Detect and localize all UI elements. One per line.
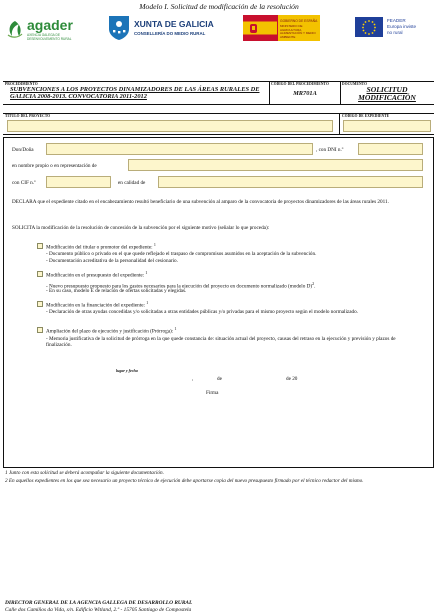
ministerio-line2: MINISTERIO DE AGRICULTURA, ALIMENTACIÓN Y MEDIO AMBIENTE (280, 24, 316, 39)
dni-field[interactable] (358, 143, 423, 155)
solicita-text: SOLICITA la modificación de la resolución de concesión de la subvención por el siguiente motivo (señalar lo que proceda): (12, 225, 270, 231)
xunta-logo (108, 15, 218, 45)
option4-title (46, 326, 177, 335)
place-date-label: lugar y fecha (116, 368, 138, 373)
date-de: de (217, 376, 222, 382)
don-label: Don/Doña (12, 147, 34, 153)
option2-footnote-ref: 1 (145, 270, 148, 275)
option3-title-text: Modificación en la financiación del expediente: (46, 302, 145, 309)
project-title-label: TÍTULO DEL PROYECTO (5, 114, 51, 118)
feader-line1: FEADER (387, 18, 406, 23)
xunta-shield-icon (108, 15, 130, 41)
option3-item1: - Declaración de otras ayudas concedidas y/o solicitadas a otras entidades públicas y/o privadas para el mismo proyecto según el modelo normalizado. (46, 309, 359, 315)
declara-text: DECLARA que el expediente citado en el encabezamiento resultó beneficiario de una subvención al amparo de la convocatoria de proyectos dinamizadores de las áreas rurales 2011. (12, 199, 389, 205)
xunta-name: XUNTA DE GALICIA (134, 19, 214, 29)
ministerio-box (277, 15, 320, 41)
agader-logo (5, 17, 90, 45)
footnote-1: 1 Junto con esta solicitud se deberá acompañar la siguiente documentación. (5, 470, 164, 476)
option2-item2: - En su caso, modelo E de relación de ofertas solicitadas y elegidas. (46, 288, 187, 294)
agader-subtitle: AXENCIA GALEGA DE DESENVOLVEMENTO RURAL (27, 33, 72, 41)
footer-address: Calle dos Camiños da Vida, s/n. Edificio Witland, 2.º - 15705 Santiago de Compostela (5, 607, 192, 613)
option2-checkbox[interactable] (37, 271, 43, 277)
page-header-title: Modelo I. Solicitud de modificación de la resolución (139, 2, 299, 11)
option1-footnote-ref: 1 (153, 242, 156, 247)
procedure-header (3, 81, 434, 105)
ministerio-line1: GOBIERNO DE ESPAÑA (280, 19, 318, 23)
option4-item1: - Memoria justificativa de la solicitud de prórroga en la que quede constancia de: situación actual del proyecto, causas del retraso en la ejecución y previsión y plazos de finalización. (46, 336, 396, 349)
ministerio-logo (243, 15, 321, 41)
date-comma: , (192, 376, 194, 382)
project-title-field[interactable] (7, 120, 333, 132)
code-value: MR701A (293, 90, 317, 97)
project-row (3, 113, 434, 135)
option1-item1: - Documento público o privado en el que quede reflejado el traspaso de compromisos asumidos en la aceptación de la subvención. (46, 251, 317, 257)
feader-line2: Europa inviste (387, 24, 417, 29)
code-label: CÓDIGO DEL PROCEDIMIENTO (271, 82, 329, 86)
agader-wordmark: agader (27, 17, 73, 33)
agader-emblem-icon (5, 19, 25, 39)
option3-title (46, 300, 148, 309)
option1-checkbox[interactable] (37, 243, 43, 249)
option1-title (46, 242, 156, 251)
option4-footnote-ref: 1 (174, 326, 177, 331)
eu-flag-icon (355, 17, 383, 37)
file-code-label: CÓDIGO DE EXPEDIENTE (342, 114, 390, 118)
divider (269, 82, 270, 104)
divider (339, 114, 340, 134)
document-label: DOCUMENTO (342, 82, 367, 86)
xunta-department: CONSELLERÍA DO MEDIO RURAL (134, 31, 206, 36)
feader-logo (355, 15, 435, 41)
spain-coat-of-arms-icon (249, 23, 258, 34)
signature-label: Firma (206, 390, 219, 396)
option3-checkbox[interactable] (37, 301, 43, 307)
option2-title-text: Modificación en el presupuesto del expediente: (46, 272, 145, 279)
procedure-label: PROCEDIMIENTO (5, 82, 38, 86)
document-value: SOLICITUD MODIFICACIÓN (358, 85, 416, 102)
cif-label: con CIF n.º (12, 180, 36, 186)
dni-label: , con DNI n.º (316, 147, 344, 153)
option2-title (46, 270, 147, 279)
divider (340, 82, 341, 104)
feader-line3: no rural (387, 30, 403, 35)
representation-field[interactable] (128, 159, 423, 171)
name-field[interactable] (46, 143, 313, 155)
option4-checkbox[interactable] (37, 327, 43, 333)
footnote-2: 2 En aquellos expedientes en los que sea necesario un proyecto técnico de ejecución debe aportarse copia del nuevo presupuesto firmado por el técnico redactor del mismo. (5, 478, 364, 484)
date-de-20: de 20 (286, 376, 298, 382)
footer-addressee: DIRECTOR GENERAL DE LA AGENCIA GALLEGA DE DESARROLLO RURAL (5, 600, 193, 606)
option2-item1-text: - Nuevo presupuesto propuesto para los gastos necesarios para la ejecución del proyecto en documento normalizado (modelo D) (46, 283, 313, 290)
procedure-title: SUBVENCIONES A LOS PROYECTOS DINAMIZADORES DE LAS ÁREAS RURALES DE GALICIA 2008-2013. CONVOCATORIA 2011-2012 (10, 86, 260, 101)
option2-item1-footnote-ref: 2 (312, 281, 315, 286)
option3-footnote-ref: 1 (146, 300, 149, 305)
file-code-field[interactable] (343, 120, 431, 132)
calidad-field[interactable] (158, 176, 423, 188)
cif-field[interactable] (46, 176, 111, 188)
calidad-label: en calidad de (118, 180, 146, 186)
representation-label: en nombre propio o en representación de (12, 163, 97, 169)
option4-title-text: Ampliación del plazo de ejecución y justificación (Prórroga): (46, 328, 174, 335)
option2-item1-end: . (314, 283, 316, 290)
option1-title-text: Modificación del titular o promotor del expediente: (46, 244, 153, 251)
option1-item2: - Documentación acreditativa de la personalidad del cesionario. (46, 258, 178, 264)
